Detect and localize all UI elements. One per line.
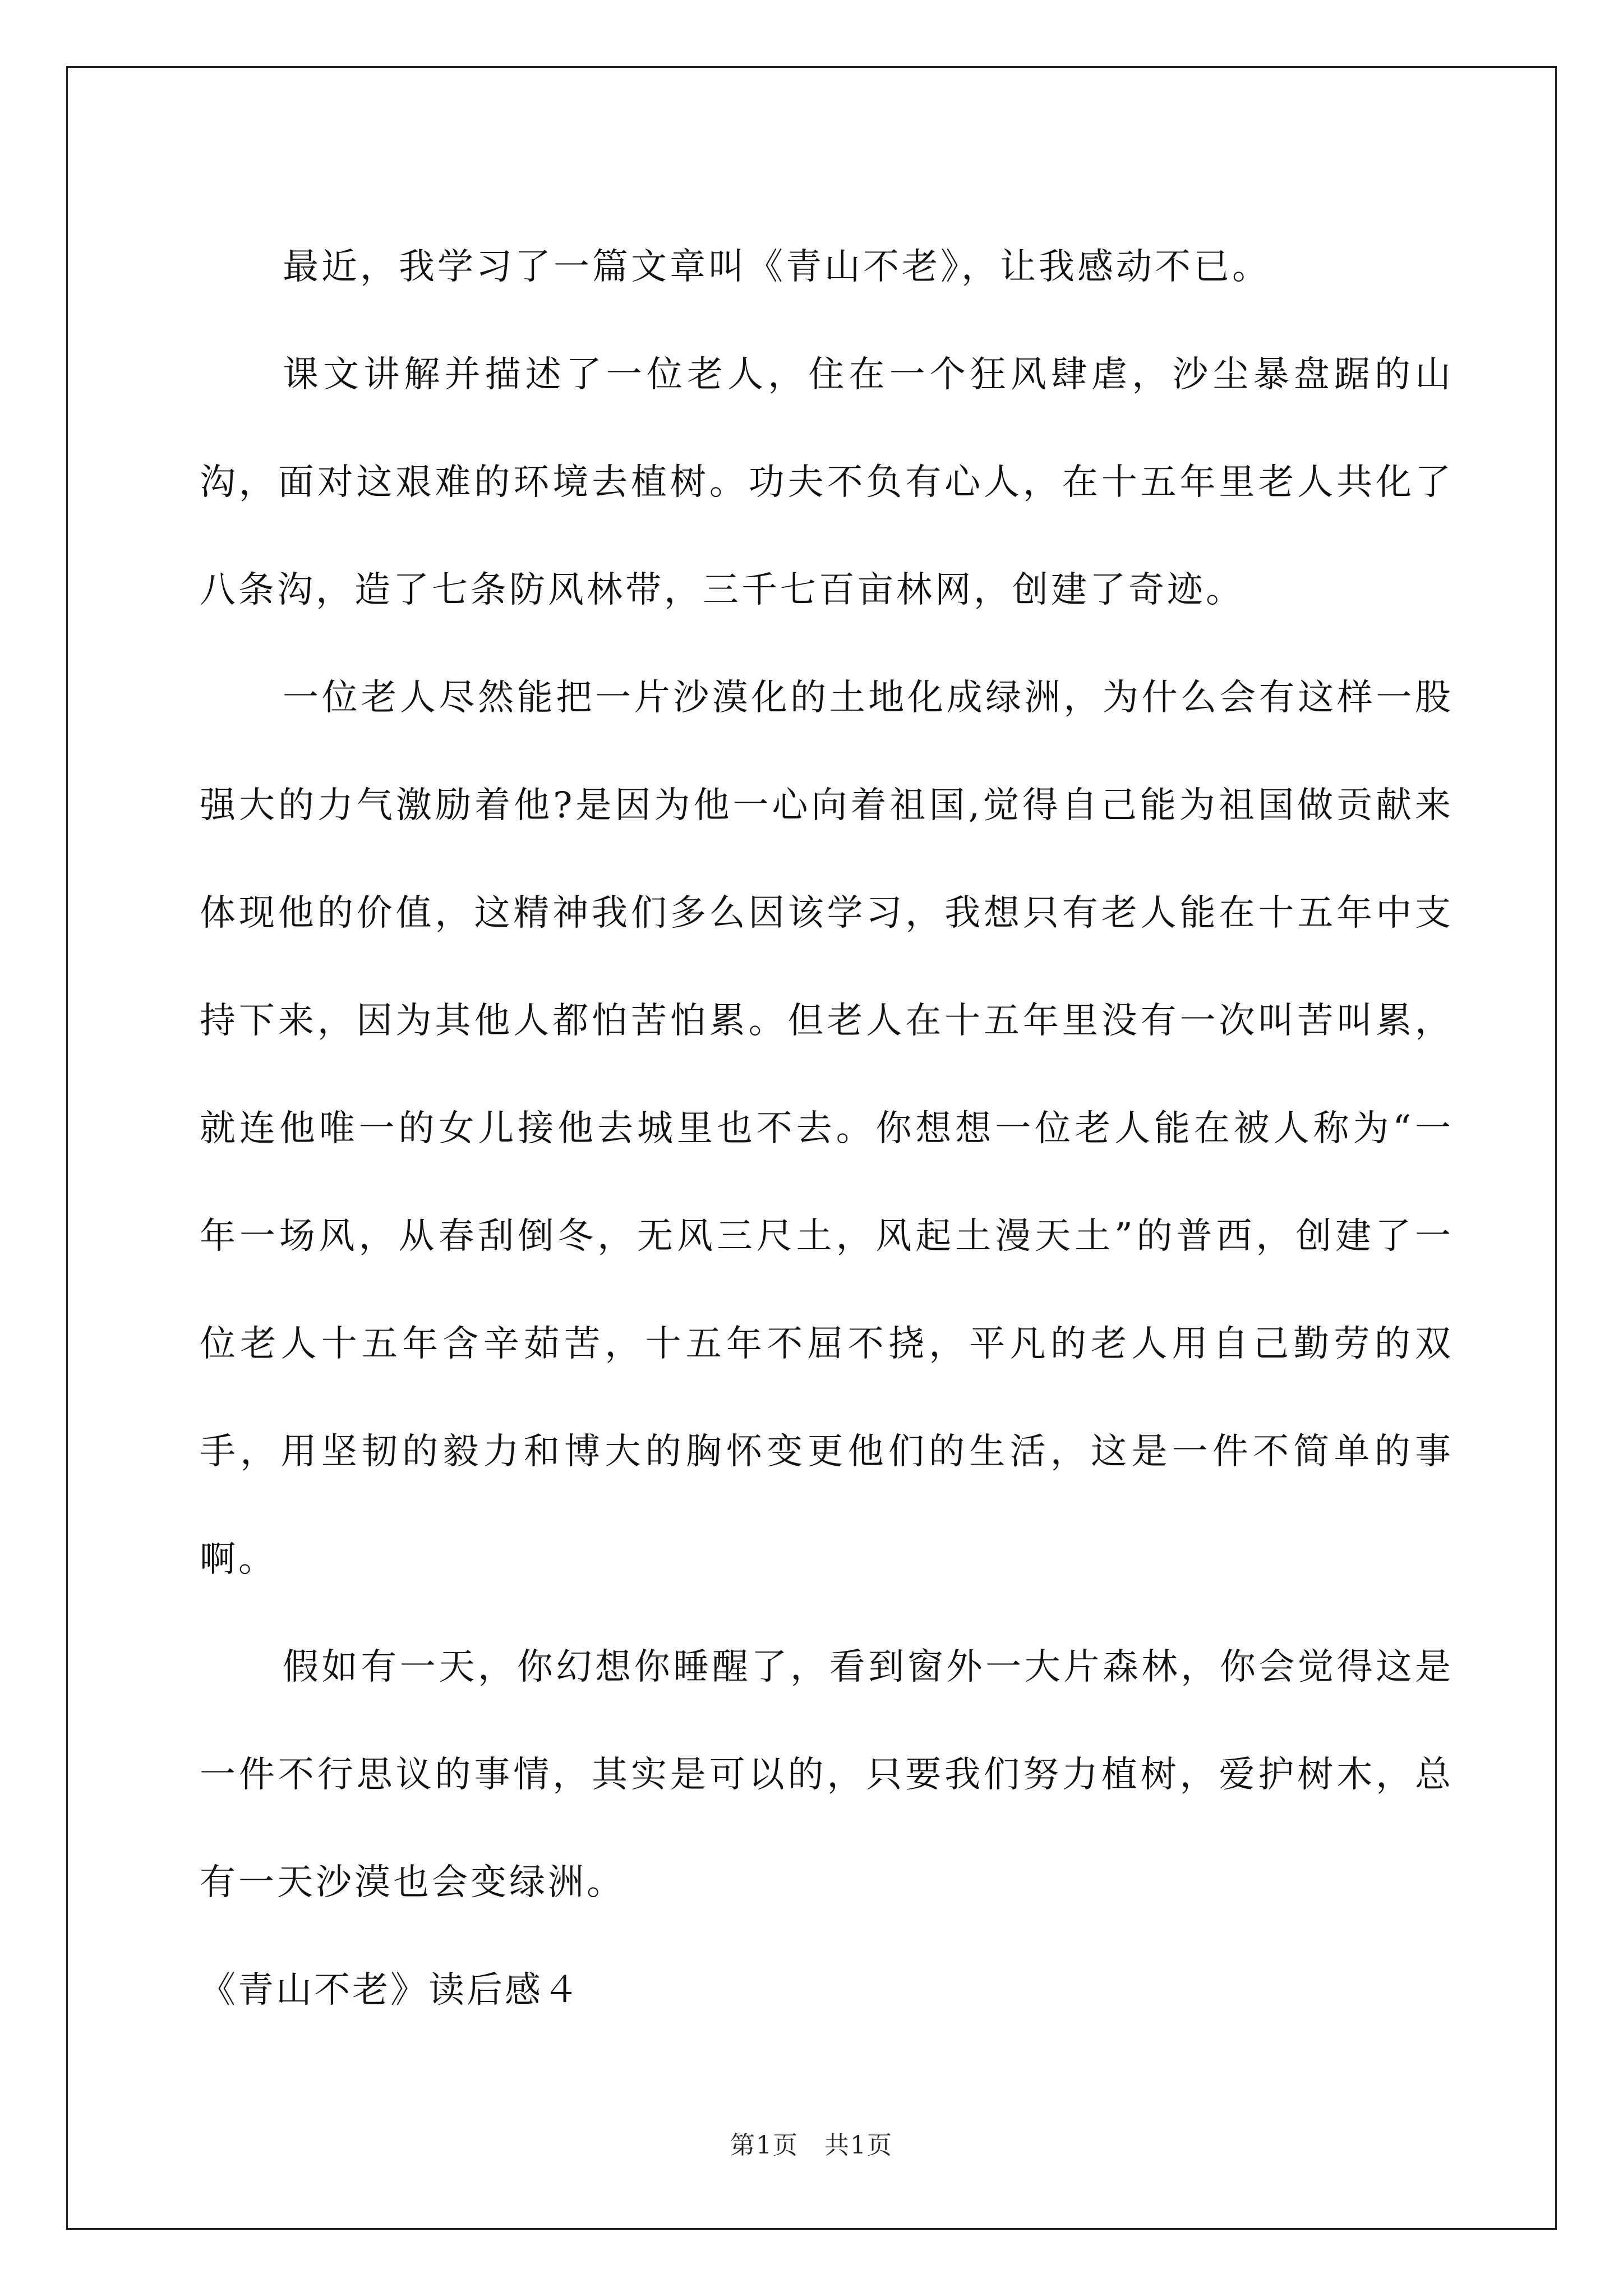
section-heading: 《青山不老》读后感４ (200, 1970, 581, 2011)
page-footer: 第1页 共1页 (730, 2131, 893, 2160)
paragraph-reflection: 一位老人尽然能把一片沙漠化的土地化成绿洲，为什么会有这样一股强大的力气激励着他?是因为他一心向着祖国,觉得自己能为祖国做贡献来体现他的价值，这精神我们多么因该学习，我想只有老人能在十五年中支持下来，因为其他人都怕苦怕累。但老人在十五年里没有一次叫苦叫累，就连他唯一的女儿接他去城里也不去。你想想一位老人能在被人称为“一年一场风，从春刮倒冬，无风三尺土，风起土漫天土”的普西，创建了一位老人十五年含辛茹苦，十五年不屈不挠，平凡的老人用自己勤劳的双手，用坚韧的毅力和博大的胸怀变更他们的生活，这是一件不简单的事啊。 (200, 677, 1454, 1580)
document-body (200, 213, 1454, 2044)
paragraph-intro: 最近，我学习了一篇文章叫《青山不老》，让我感动不已。 (283, 246, 1271, 288)
paragraph-imagine: 假如有一天，你幻想你睡醒了，看到窗外一大片森林，你会觉得这是一件不行思议的事情，其实是可以的，只要我们努力植树，爱护树木，总有一天沙漠也会变绿洲。 (200, 1646, 1454, 1903)
paragraph-story: 课文讲解并描述了一位老人，住在一个狂风肆虐，沙尘暴盘踞的山沟，面对这艰难的环境去植树。功夫不负有心人，在十五年里老人共化了八条沟，造了七条防风林带，三千七百亩林网，创建了奇迹。 (200, 354, 1454, 611)
